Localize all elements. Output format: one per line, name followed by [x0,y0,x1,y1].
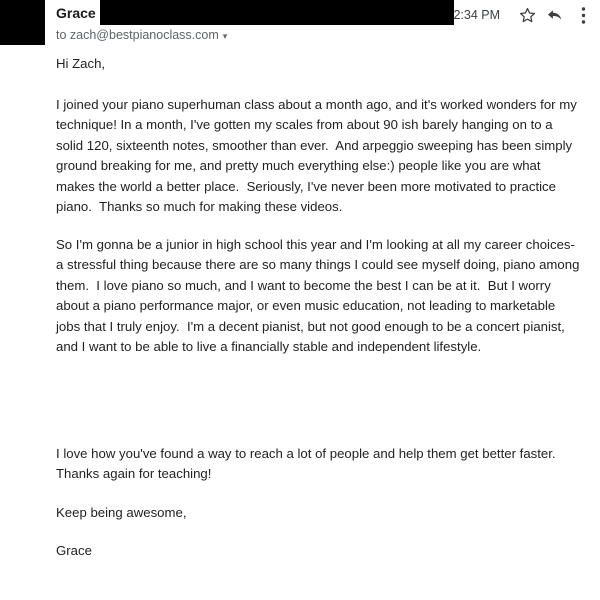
avatar [0,0,45,45]
chevron-down-icon[interactable]: ▾ [222,30,228,41]
redacted-email-bar [100,0,454,25]
more-options-icon[interactable] [570,2,596,28]
header-actions [453,2,596,28]
signoff-text: Keep being awesome, [56,504,187,520]
greeting-text: Hi Zach, [56,56,106,71]
recipient-line[interactable] [56,27,227,44]
star-icon[interactable] [514,2,540,28]
recipient-address: to zach@bestpianoclass.com [56,28,219,42]
body-paragraph-2: So I'm gonna be a junior in high school this year and I'm looking at all my career choices- a stressful thing because there are so many things I could see myself doing, piano among them. I love piano so much, and I want to become the best I can be at it. But I worry about a piano performance major, or even music education, not leading to marketable jobs that I truly enjoy. I'm a decent pianist, but not good enough to be a concert pianist, and I want to be able to live a financially stable and independent lifestyle. [56,236,584,354]
reply-icon[interactable] [542,2,568,28]
sender-name: Grace [56,5,96,21]
body-paragraph-3: I love how you've found a way to reach a lot of people and help them get better faster. Thanks again for teaching! [56,445,563,481]
email-body [56,54,582,562]
email-header [0,0,600,46]
body-paragraph-1: I joined your piano superhuman class about a month ago, and it's worked wonders for my technique! In a month, I've gotten my scales from about 90 ish barely hanging on to a solid 120, sixteenth notes, smoother than ever. And arpeggio sweeping has been simply ground breaking for me, and pretty much everything else:) people like you are what makes the world a better place. Seriously, I've never been more motivated to practice piano. Thanks so much for making these videos. [56,96,581,214]
signature-text: Grace [56,543,92,558]
timestamp: 2:34 PM [453,8,500,22]
